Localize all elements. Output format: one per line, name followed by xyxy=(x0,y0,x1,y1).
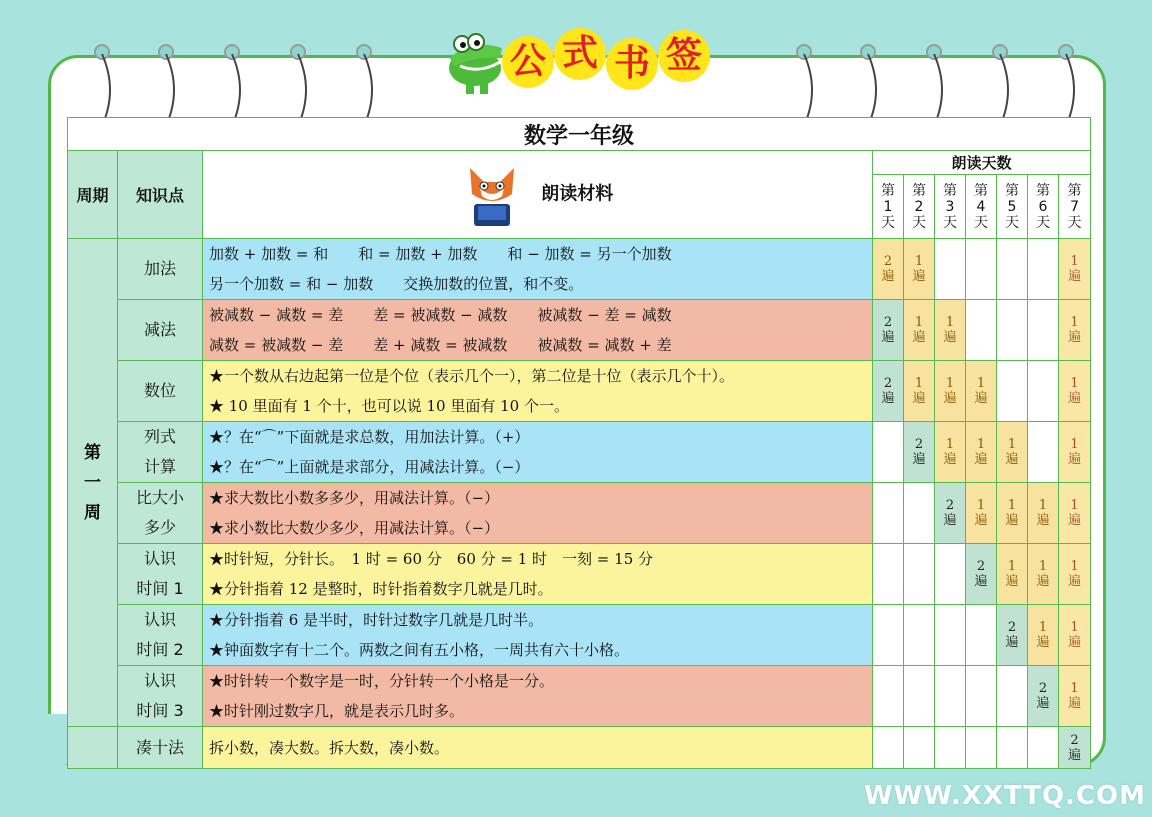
header-week: 周期 xyxy=(68,151,118,239)
material-cell xyxy=(203,300,873,361)
read-unit: 遍 xyxy=(1068,513,1082,528)
material-line: 被减数 − 减数 = 差 差 = 被减数 − 减数 被减数 − 差 = 减数 xyxy=(209,306,672,324)
read-count: 1 xyxy=(976,376,986,391)
material-line: ★分针指着 6 是半时，时针过数字几就是几时半。 xyxy=(209,611,544,629)
read-count: 1 xyxy=(914,254,924,269)
day-cell xyxy=(904,300,935,361)
day-cell xyxy=(997,544,1028,605)
day-cell xyxy=(873,239,904,300)
day-cell xyxy=(997,483,1028,544)
read-count: 1 xyxy=(1070,620,1079,635)
day-cell xyxy=(1059,483,1091,544)
day-header-text: 天 xyxy=(1005,214,1019,231)
material-line: ★？在“⌒”上面就是求部分，用减法计算。（−） xyxy=(209,458,530,476)
day-cell xyxy=(873,300,904,361)
read-unit: 遍 xyxy=(1068,269,1082,284)
day-header-text: 第 xyxy=(1067,182,1082,199)
read-count: 1 xyxy=(1070,315,1079,330)
topic-text: 计算 xyxy=(143,457,176,476)
table-row xyxy=(68,239,1091,300)
day-cell xyxy=(966,666,997,727)
day-cell xyxy=(935,544,966,605)
read-unit: 遍 xyxy=(1068,391,1082,406)
topic-text: 比大小 xyxy=(135,488,184,507)
topic-text: 凑十法 xyxy=(135,737,184,757)
topic-cell xyxy=(118,361,203,422)
material-line: 拆小数，凑大数。拆大数，凑小数。 xyxy=(209,738,450,757)
day-cell xyxy=(1059,239,1091,300)
read-count: 1 xyxy=(1038,620,1048,635)
topic-text: 减法 xyxy=(143,320,176,339)
day-cell xyxy=(1059,544,1091,605)
topic-text: 列式 xyxy=(143,427,176,446)
day-cell xyxy=(935,605,966,666)
read-count: 1 xyxy=(1070,559,1079,574)
read-count: 1 xyxy=(976,437,986,452)
day-header-text: 天 xyxy=(943,214,957,231)
read-unit: 遍 xyxy=(974,574,988,589)
material-cell xyxy=(203,361,873,422)
day-cell xyxy=(904,544,935,605)
header-material xyxy=(203,151,873,239)
read-count: 1 xyxy=(1070,498,1079,513)
material-line: ★？在“⌒”下面就是求总数，用加法计算。（+） xyxy=(209,428,530,446)
day-cell xyxy=(904,361,935,422)
material-cell xyxy=(203,239,873,300)
table-row xyxy=(68,422,1091,483)
read-unit: 遍 xyxy=(1005,574,1019,589)
read-unit: 遍 xyxy=(881,269,895,284)
read-count: 2 xyxy=(976,559,986,574)
read-count: 2 xyxy=(883,254,893,269)
week-label-char: 一 xyxy=(84,472,101,493)
material-cell xyxy=(203,666,873,727)
day-cell xyxy=(997,727,1028,769)
day-header xyxy=(997,175,1028,239)
day-header xyxy=(904,175,935,239)
day-cell xyxy=(1059,666,1091,727)
fox-reading-icon xyxy=(462,160,522,230)
material-cell xyxy=(203,483,873,544)
day-cell xyxy=(873,361,904,422)
formula-table xyxy=(67,117,1091,769)
day-cell xyxy=(904,422,935,483)
read-count: 2 xyxy=(1070,732,1079,748)
material-line: 减数 = 被减数 − 差 差 + 减数 = 被减数 被减数 = 减数 + 差 xyxy=(209,336,672,354)
day-header-text: 5 xyxy=(1007,198,1017,215)
day-cell xyxy=(873,422,904,483)
topic-text: 认识 xyxy=(143,671,176,690)
material-cell xyxy=(203,422,873,483)
day-cell xyxy=(1059,361,1091,422)
read-count: 1 xyxy=(945,376,955,391)
table-row xyxy=(68,300,1091,361)
day-cell xyxy=(1059,422,1091,483)
topic-text: 时间 3 xyxy=(136,701,184,720)
material-line: ★求大数比小数多多少，用减法计算。（−） xyxy=(209,489,500,507)
material-line: ★时针刚过数字几，就是表示几时多。 xyxy=(209,702,465,720)
table-row xyxy=(68,361,1091,422)
read-unit: 遍 xyxy=(912,269,926,284)
read-count: 1 xyxy=(1070,437,1079,452)
day-cell xyxy=(997,361,1028,422)
read-unit: 遍 xyxy=(974,513,988,528)
topic-cell xyxy=(118,605,203,666)
material-cell xyxy=(203,727,873,769)
topic-text: 时间 2 xyxy=(136,640,184,659)
day-cell xyxy=(1028,300,1059,361)
day-cell xyxy=(1028,666,1059,727)
day-header-text: 第 xyxy=(943,182,957,199)
day-cell xyxy=(904,605,935,666)
read-count: 2 xyxy=(883,376,893,391)
read-unit: 遍 xyxy=(974,452,988,467)
topic-text: 多少 xyxy=(143,518,176,537)
day-cell xyxy=(1059,300,1091,361)
topic-cell xyxy=(118,300,203,361)
day-cell xyxy=(1028,361,1059,422)
read-unit: 遍 xyxy=(1036,513,1050,528)
day-header xyxy=(935,175,966,239)
day-header xyxy=(1059,175,1091,239)
day-cell xyxy=(935,361,966,422)
day-cell xyxy=(966,422,997,483)
day-cell xyxy=(1028,544,1059,605)
table-row xyxy=(68,727,1091,769)
day-cell xyxy=(935,300,966,361)
day-cell xyxy=(1028,483,1059,544)
read-count: 1 xyxy=(1070,254,1079,269)
read-count: 1 xyxy=(914,376,924,391)
day-cell xyxy=(1028,605,1059,666)
topic-cell xyxy=(118,544,203,605)
day-header-text: 天 xyxy=(974,214,988,231)
day-header-text: 天 xyxy=(1067,214,1082,231)
material-line: ★时针转一个数字是一时，分针转一个小格是一分。 xyxy=(209,672,555,690)
material-line: ★ 10 里面有 1 个十，也可以说 10 里面有 10 个一。 xyxy=(209,397,569,415)
day-header-text: 3 xyxy=(945,198,955,215)
read-unit: 遍 xyxy=(1068,696,1082,711)
day-header-text: 2 xyxy=(914,198,924,215)
read-count: 2 xyxy=(883,315,893,330)
read-unit: 遍 xyxy=(943,452,957,467)
day-header-text: 天 xyxy=(912,214,926,231)
day-header-text: 第 xyxy=(912,182,926,199)
day-cell xyxy=(1059,727,1091,769)
topic-cell xyxy=(118,483,203,544)
read-unit: 遍 xyxy=(943,330,957,345)
read-unit: 遍 xyxy=(912,330,926,345)
day-cell xyxy=(966,239,997,300)
day-header xyxy=(873,175,904,239)
material-line: 另一个加数 = 和 − 加数 交换加数的位置，和不变。 xyxy=(209,275,584,293)
day-header-text: 第 xyxy=(881,182,895,199)
day-header xyxy=(1028,175,1059,239)
day-cell xyxy=(1028,727,1059,769)
banner-char-4: 签 xyxy=(658,30,710,82)
read-unit: 遍 xyxy=(1005,513,1019,528)
day-header-text: 第 xyxy=(974,182,988,199)
day-cell xyxy=(935,422,966,483)
day-cell xyxy=(873,483,904,544)
crocodile-icon xyxy=(440,28,510,98)
read-count: 1 xyxy=(1007,559,1017,574)
day-cell xyxy=(873,544,904,605)
day-cell xyxy=(1028,239,1059,300)
read-unit: 遍 xyxy=(1005,635,1019,650)
header-topic: 知识点 xyxy=(118,151,203,239)
day-cell xyxy=(935,727,966,769)
day-header-text: 天 xyxy=(1036,214,1050,231)
week-label-char: 周 xyxy=(84,502,101,523)
title-banner xyxy=(440,22,720,100)
day-header-text: 7 xyxy=(1070,198,1079,215)
read-count: 2 xyxy=(914,437,924,452)
week-label-char: 第 xyxy=(84,442,101,463)
topic-cell xyxy=(118,727,203,769)
banner-char-3: 书 xyxy=(606,38,658,90)
day-cell xyxy=(873,727,904,769)
topic-text: 认识 xyxy=(143,610,176,629)
header-days: 朗读天数 xyxy=(873,151,1091,175)
read-unit: 遍 xyxy=(1068,747,1082,763)
day-cell xyxy=(997,605,1028,666)
read-unit: 遍 xyxy=(1068,330,1082,345)
day-cell xyxy=(935,239,966,300)
day-cell xyxy=(904,666,935,727)
read-count: 1 xyxy=(1038,559,1048,574)
material-line: ★时针短，分针长。 1 时 = 60 分 60 分 = 1 时 一刻 = 15 分 xyxy=(209,550,654,568)
read-unit: 遍 xyxy=(1036,696,1050,711)
material-line: ★一个数从右边起第一位是个位（表示几个一），第二位是十位（表示几个十）。 xyxy=(209,367,735,385)
day-header-text: 1 xyxy=(883,198,893,215)
read-unit: 遍 xyxy=(943,513,957,528)
read-unit: 遍 xyxy=(1068,635,1082,650)
read-unit: 遍 xyxy=(1036,574,1050,589)
read-unit: 遍 xyxy=(912,391,926,406)
material-line: ★分针指着 12 是整时，时针指着数字几就是几时。 xyxy=(209,580,553,598)
read-count: 1 xyxy=(945,315,955,330)
day-header-text: 第 xyxy=(1036,182,1050,199)
read-count: 2 xyxy=(945,498,955,513)
banner-char-1: 公 xyxy=(502,36,554,88)
material-line: 加数 + 加数 = 和 和 = 加数 + 加数 和 − 加数 = 另一个加数 xyxy=(209,245,672,263)
watermark: WWW.XXTTQ.COM xyxy=(864,781,1146,811)
read-count: 1 xyxy=(1007,498,1017,513)
read-count: 1 xyxy=(976,498,986,513)
read-count: 1 xyxy=(914,315,924,330)
read-unit: 遍 xyxy=(1068,452,1082,467)
topic-cell xyxy=(118,422,203,483)
material-line: ★求小数比大数少多少，用减法计算。（−） xyxy=(209,519,500,537)
day-cell xyxy=(966,361,997,422)
day-header-text: 第 xyxy=(1005,182,1019,199)
day-cell xyxy=(873,605,904,666)
topic-text: 时间 1 xyxy=(136,579,184,598)
day-cell xyxy=(1059,605,1091,666)
day-cell xyxy=(1028,422,1059,483)
week-label xyxy=(68,239,118,727)
material-line: ★钟面数字有十二个。两数之间有五小格，一周共有六十小格。 xyxy=(209,641,630,659)
read-count: 1 xyxy=(1007,437,1017,452)
topic-cell xyxy=(118,666,203,727)
day-cell xyxy=(997,422,1028,483)
topic-text: 认识 xyxy=(143,549,176,568)
day-cell xyxy=(935,666,966,727)
read-unit: 遍 xyxy=(881,391,895,406)
read-unit: 遍 xyxy=(1005,452,1019,467)
read-unit: 遍 xyxy=(881,330,895,345)
material-cell xyxy=(203,605,873,666)
read-count: 1 xyxy=(945,437,955,452)
table-row xyxy=(68,605,1091,666)
banner-char-2: 式 xyxy=(554,28,606,80)
day-header-text: 天 xyxy=(881,214,895,231)
read-count: 1 xyxy=(1070,376,1079,391)
day-cell xyxy=(966,483,997,544)
read-unit: 遍 xyxy=(912,452,926,467)
read-unit: 遍 xyxy=(1036,635,1050,650)
read-unit: 遍 xyxy=(974,391,988,406)
read-count: 2 xyxy=(1007,620,1017,635)
read-unit: 遍 xyxy=(943,391,957,406)
day-header-text: 6 xyxy=(1038,198,1048,215)
topic-cell xyxy=(118,239,203,300)
day-cell xyxy=(997,666,1028,727)
topic-text: 加法 xyxy=(143,259,176,278)
day-cell xyxy=(997,239,1028,300)
topic-text: 数位 xyxy=(143,381,176,400)
day-cell xyxy=(904,239,935,300)
day-cell xyxy=(966,300,997,361)
material-title: 朗读材料 xyxy=(541,183,614,204)
material-cell xyxy=(203,544,873,605)
week-blank xyxy=(68,727,118,769)
day-cell xyxy=(904,483,935,544)
grade-title: 数学一年级 xyxy=(68,118,1091,151)
day-cell xyxy=(904,727,935,769)
day-header xyxy=(966,175,997,239)
day-cell xyxy=(873,666,904,727)
read-count: 1 xyxy=(1038,498,1048,513)
table-row xyxy=(68,544,1091,605)
day-cell xyxy=(935,483,966,544)
day-cell xyxy=(966,727,997,769)
day-cell xyxy=(966,605,997,666)
table-row xyxy=(68,483,1091,544)
corner-cut xyxy=(0,714,74,764)
read-count: 1 xyxy=(1070,681,1079,696)
day-cell xyxy=(997,300,1028,361)
read-count: 2 xyxy=(1038,681,1048,696)
read-unit: 遍 xyxy=(1068,574,1082,589)
day-cell xyxy=(966,544,997,605)
day-header-text: 4 xyxy=(976,198,986,215)
table-row xyxy=(68,666,1091,727)
